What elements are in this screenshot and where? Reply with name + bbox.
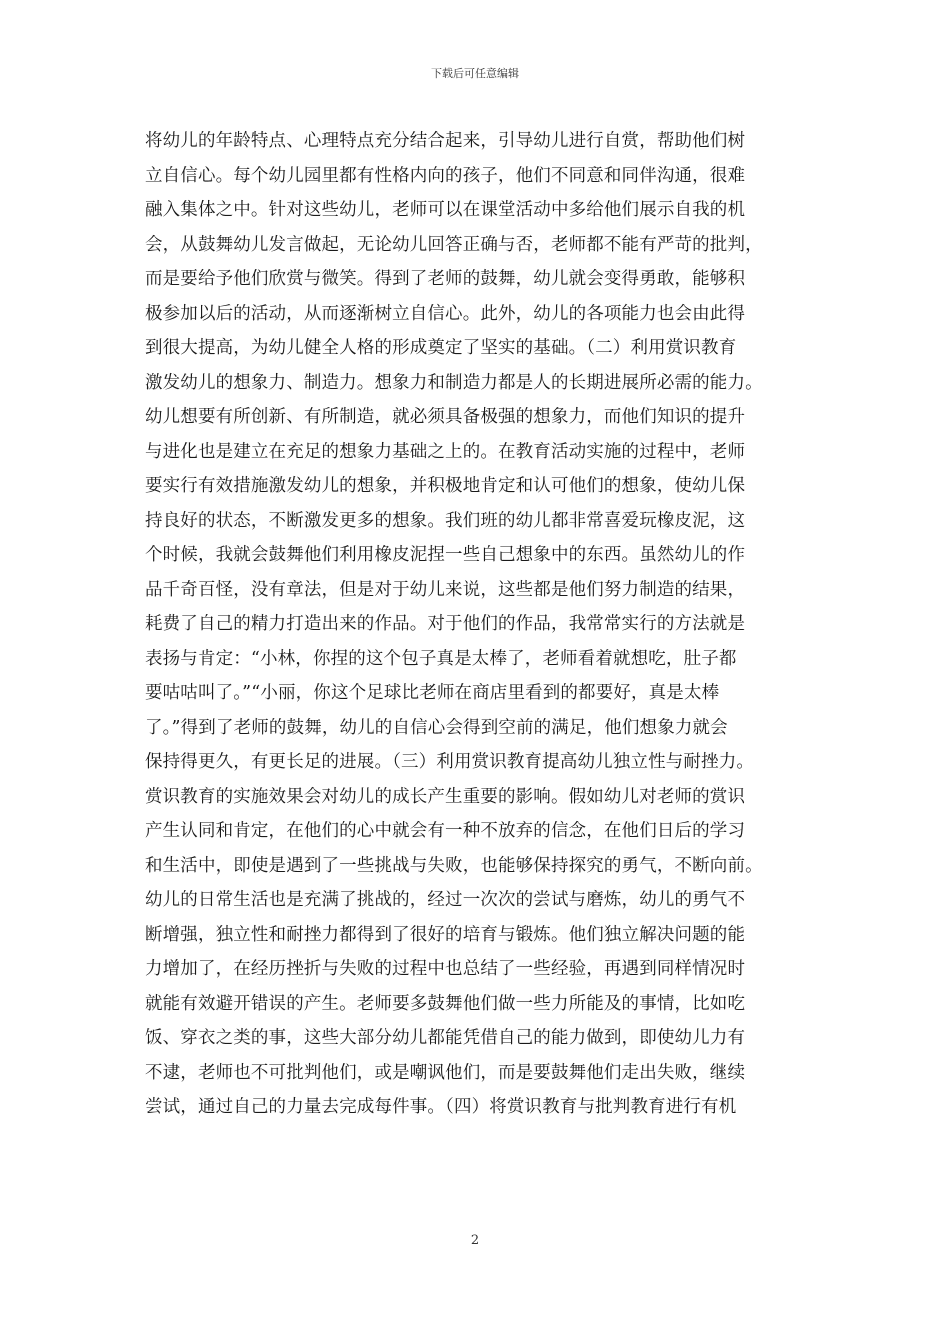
text-line: 个时候，我就会鼓舞他们利用橡皮泥捏一些自己想象中的东西。虽然幼儿的作	[145, 545, 746, 565]
text-line: 而是要给予他们欣赏与微笑。得到了老师的鼓舞，幼儿就会变得勇敢，能够积	[145, 269, 746, 289]
text-line: 会，从鼓舞幼儿发言做起，无论幼儿回答正确与否，老师都不能有严苛的批判，	[145, 234, 763, 255]
text-line: 要咕咕叫了。”“小丽，你这个足球比老师在商店里看到的都要好，真是太棒	[145, 683, 720, 703]
text-line: 幼儿想要有所创新、有所制造，就必须具备极强的想象力，而他们知识的提升	[145, 407, 746, 427]
text-line: 力增加了，在经历挫折与失败的过程中也总结了一些经验，再遇到同样情况时	[145, 959, 746, 979]
page-header-note: 下载后可任意编辑	[431, 67, 519, 80]
text-line: 持良好的状态，不断激发更多的想象。我们班的幼儿都非常喜爱玩橡皮泥，这	[145, 510, 746, 531]
text-line: 饭、穿衣之类的事，这些大部分幼儿都能凭借自己的能力做到，即使幼儿力有	[145, 1028, 746, 1048]
text-line: 要实行有效措施激发幼儿的想象，并积极地肯定和认可他们的想象，使幼儿保	[145, 476, 746, 496]
page-number: 2	[470, 1233, 480, 1248]
text-line: 表扬与肯定：“小林，你捏的这个包子真是太棒了，老师看着就想吃，肚子都	[145, 648, 737, 669]
document-body	[145, 124, 810, 1125]
text-line: 激发幼儿的想象力、制造力。想象力和制造力都是人的长期进展所必需的能力。	[145, 372, 763, 393]
text-line: 将幼儿的年龄特点、心理特点充分结合起来，引导幼儿进行自赏，帮助他们树	[145, 131, 746, 151]
text-line: 品千奇百怪，没有章法，但是对于幼儿来说，这些都是他们努力制造的结果，	[145, 579, 746, 600]
text-line: 就能有效避开错误的产生。老师要多鼓舞他们做一些力所能及的事情，比如吃	[145, 993, 746, 1014]
text-line: 保持得更久，有更长足的进展。（三）利用赏识教育提高幼儿独立性与耐挫力。	[145, 752, 754, 772]
text-line: 与进化也是建立在充足的想象力基础之上的。在教育活动实施的过程中，老师	[145, 441, 746, 462]
text-line: 极参加以后的活动，从而逐渐树立自信心。此外，幼儿的各项能力也会由此得	[145, 303, 746, 324]
text-line: 和生活中，即使是遇到了一些挑战与失败，也能够保持探究的勇气，不断向前。	[145, 855, 763, 876]
text-line: 了。”得到了老师的鼓舞，幼儿的自信心会得到空前的满足，他们想象力就会	[145, 717, 728, 738]
text-line: 融入集体之中。针对这些幼儿，老师可以在课堂活动中多给他们展示自我的机	[145, 200, 746, 220]
text-line: 断增强，独立性和耐挫力都得到了很好的培育与锻炼。他们独立解决问题的能	[145, 924, 746, 945]
text-line: 不逮，老师也不可批判他们，或是嘲讽他们，而是要鼓舞他们走出失败，继续	[145, 1062, 746, 1083]
text-line: 赏识教育的实施效果会对幼儿的成长产生重要的影响。假如幼儿对老师的赏识	[145, 786, 746, 807]
text-line: 立自信心。每个幼儿园里都有性格内向的孩子，他们不同意和同伴沟通，很难	[145, 165, 746, 186]
text-line: 产生认同和肯定，在他们的心中就会有一种不放弃的信念，在他们日后的学习	[145, 821, 746, 841]
text-line: 幼儿的日常生活也是充满了挑战的，经过一次次的尝试与磨炼，幼儿的勇气不	[145, 890, 746, 910]
text-line: 耗费了自己的精力打造出来的作品。对于他们的作品，我常常实行的方法就是	[145, 614, 746, 634]
text-line: 尝试，通过自己的力量去完成每件事。（四）将赏识教育与批判教育进行有机	[145, 1097, 737, 1117]
text-line: 到很大提高，为幼儿健全人格的形成奠定了坚实的基础。（二）利用赏识教育	[145, 338, 737, 358]
